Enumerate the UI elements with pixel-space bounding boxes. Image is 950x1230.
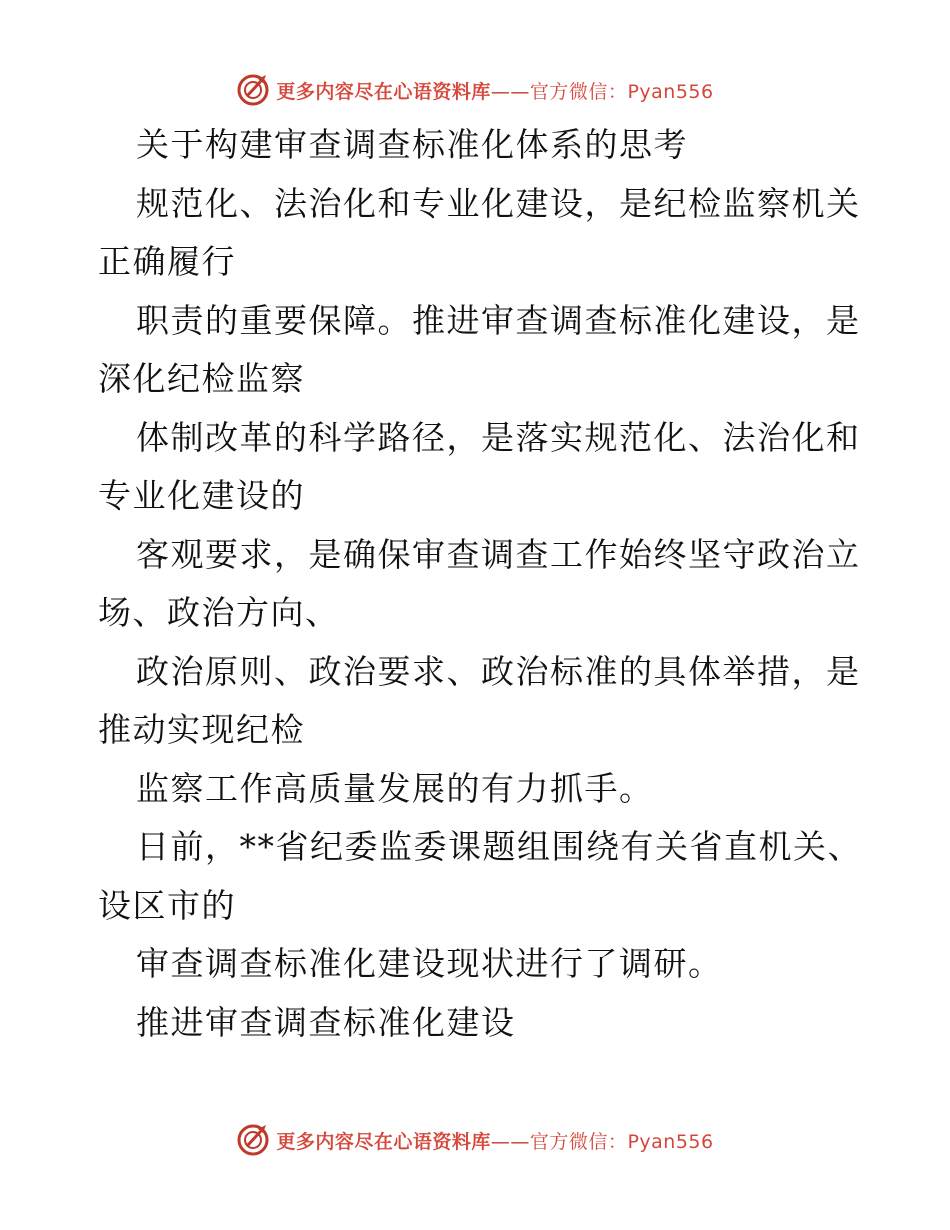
banner-brand: 更多内容尽在心语资料库 — [276, 80, 491, 103]
header-banner — [0, 72, 950, 108]
banner-separator: —— — [490, 1130, 530, 1153]
text-line: 政治原则、政治要求、政治标准的具体举措，是 — [136, 651, 861, 691]
text-line: 客观要求，是确保审查调查工作始终坚守政治立 — [136, 534, 861, 574]
text-line: 正确履行 — [98, 242, 236, 281]
text-line: 场、政治方向、 — [98, 593, 340, 632]
text-line: 推进审查调查标准化建设 — [136, 1002, 516, 1042]
banner-text — [276, 1127, 713, 1154]
text-line: 专业化建设的 — [98, 476, 305, 515]
banner-text — [276, 77, 713, 104]
banner-wechat-label: 官方微信： — [529, 1130, 628, 1153]
banner-wechat-label: 官方微信： — [529, 80, 628, 103]
banner-wechat-id: Pyan556 — [627, 80, 714, 103]
text-line: 监察工作高质量发展的有力抓手。 — [136, 768, 654, 808]
banner-separator: —— — [490, 80, 530, 103]
text-line: 规范化、法治化和专业化建设，是纪检监察机关 — [136, 183, 861, 223]
text-line: 深化纪检监察 — [98, 359, 305, 398]
pen-circle-logo-icon — [236, 73, 270, 107]
text-line: 日前，**省纪委监委课题组围绕有关省直机关、 — [136, 827, 862, 866]
document-body — [98, 116, 862, 1052]
banner-wechat-id: Pyan556 — [627, 1130, 714, 1153]
footer-banner — [0, 1122, 950, 1158]
text-line: 关于构建审查调查标准化体系的思考 — [136, 125, 688, 164]
banner-brand: 更多内容尽在心语资料库 — [276, 1130, 491, 1153]
text-line: 体制改革的科学路径，是落实规范化、法治化和 — [136, 417, 861, 457]
text-line: 职责的重要保障。推进审查调查标准化建设，是 — [136, 300, 861, 340]
text-line: 审查调查标准化建设现状进行了调研。 — [136, 944, 723, 983]
text-line: 推动实现纪检 — [98, 710, 305, 749]
pen-circle-logo-icon — [236, 1123, 270, 1157]
text-line: 设区市的 — [98, 885, 236, 925]
